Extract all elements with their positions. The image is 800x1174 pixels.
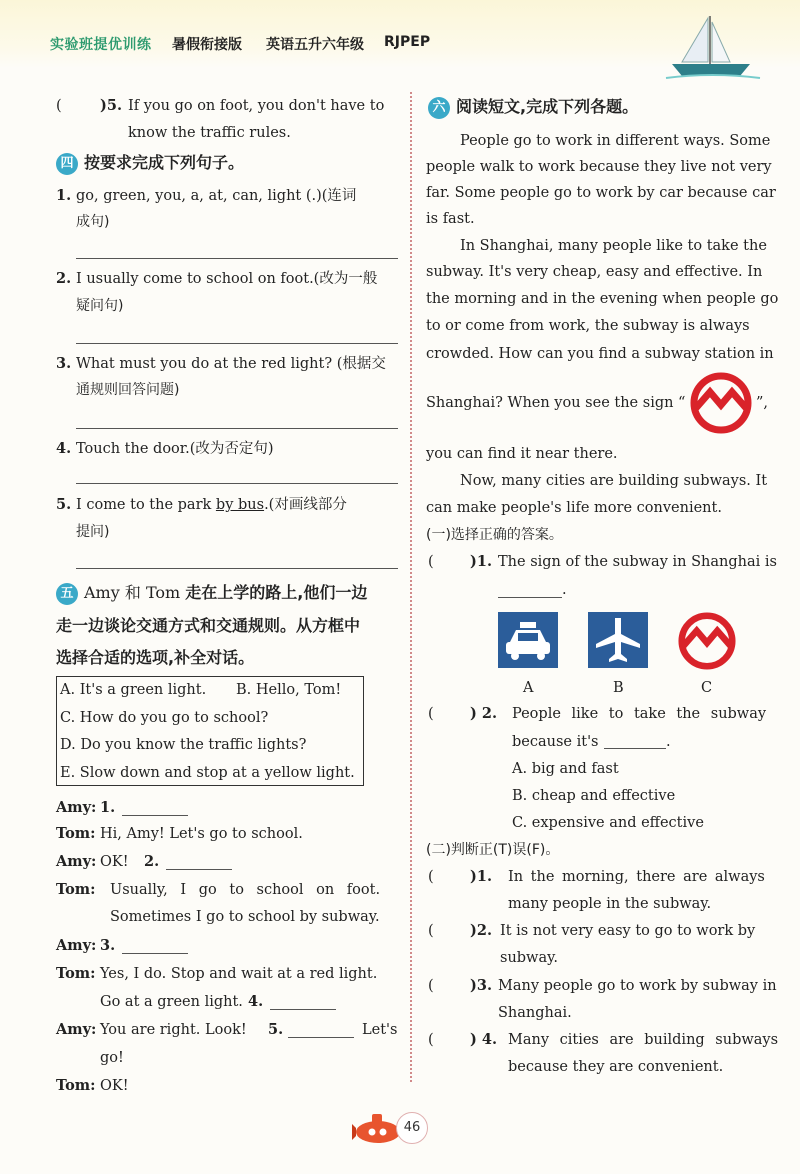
passage-line-12: Now, many cities are building subways. It bbox=[460, 473, 768, 489]
passage-line-4: is fast. bbox=[426, 211, 475, 227]
tf4-paren-open: ( bbox=[428, 1032, 434, 1048]
speaker-amy-4: Amy: bbox=[56, 1021, 97, 1038]
section-4-badge: 四 bbox=[56, 153, 78, 175]
r1-text: The sign of the subway in Shanghai is bbox=[498, 554, 777, 570]
dialogue-line-2: Hi, Amy! Let's go to school. bbox=[100, 826, 303, 842]
dialogue-line-4b: Sometimes I go to school by subway. bbox=[110, 909, 380, 925]
tf4-line2: because they are convenient. bbox=[508, 1059, 724, 1075]
s4-q3-line1: What must you do at the red light? (根据交 bbox=[76, 356, 386, 372]
section-6-title: 阅读短文,完成下列各题。 bbox=[456, 97, 639, 116]
r2-text2: because it's bbox=[512, 734, 599, 750]
s4-q5-number: 5. bbox=[56, 496, 72, 513]
speaker-tom-4: Tom: bbox=[56, 1077, 96, 1094]
r2-period: . bbox=[666, 734, 671, 750]
r2-option-b: B. cheap and effective bbox=[512, 788, 676, 804]
s4-q3-line2: 通规则回答问题) bbox=[76, 382, 180, 398]
page-number: 46 bbox=[396, 1112, 428, 1144]
edition-label: 暑假衔接版 bbox=[172, 37, 242, 53]
s4-q4-answer-line[interactable] bbox=[76, 483, 398, 484]
brand-title: 实验班提优训练 bbox=[50, 37, 152, 53]
s4-q1-number: 1. bbox=[56, 187, 72, 204]
passage-line-6: subway. It's very cheap, easy and effective. In bbox=[426, 264, 763, 280]
sailboat-icon bbox=[662, 14, 762, 80]
tf1-line1: In the morning, there are always bbox=[508, 869, 765, 885]
dialogue-blank-1[interactable] bbox=[122, 815, 188, 816]
tf3-number: )3. bbox=[470, 977, 492, 994]
tf2-line1: It is not very easy to go to work by bbox=[500, 923, 756, 939]
s4-q5-underlined: by bus bbox=[215, 497, 265, 513]
passage-line-5: In Shanghai, many people like to take the bbox=[460, 238, 767, 254]
tf2-number: )2. bbox=[470, 922, 492, 939]
dialogue-line-7c: go! bbox=[100, 1050, 124, 1066]
passage-line-8: to or come from work, the subway is always bbox=[426, 318, 750, 334]
r2-option-a: A. big and fast bbox=[512, 761, 619, 777]
r2-text: People like to take the subway bbox=[512, 706, 767, 722]
speaker-amy-1: Amy: bbox=[56, 799, 97, 816]
dialogue-blank-4-number: 4. bbox=[248, 993, 264, 1010]
section-5-line1 bbox=[84, 583, 367, 603]
tf4-line1: Many cities are building subways bbox=[508, 1032, 779, 1048]
q5-number: )5. bbox=[100, 97, 122, 114]
option-e: E. Slow down and stop at a yellow light. bbox=[60, 765, 355, 781]
part-1-title: (一)选择正确的答案。 bbox=[426, 527, 563, 543]
s4-q5-text-b: .(对画线部分 bbox=[264, 497, 347, 513]
option-b: B. Hello, Tom! bbox=[236, 682, 342, 698]
speaker-tom-1: Tom: bbox=[56, 825, 96, 842]
r2-option-c: C. expensive and effective bbox=[512, 815, 704, 831]
tf1-paren-open: ( bbox=[428, 869, 434, 885]
s4-q2-line2: 疑问句) bbox=[76, 298, 124, 314]
passage-quote-close: ”, bbox=[756, 395, 769, 411]
dialogue-line-4a: Usually, I go to school on foot. bbox=[110, 882, 381, 898]
section-5-line3: 选择合适的选项,补全对话。 bbox=[56, 648, 255, 667]
s4-q2-line1: I usually come to school on foot.(改为一般 bbox=[76, 271, 378, 287]
s4-q1-line1: go, green, you, a, at, can, light (.)(连词 bbox=[76, 188, 357, 204]
s4-q5-text-a: I come to the park bbox=[76, 497, 216, 513]
section-5-line1-a: Amy 和 Tom bbox=[84, 583, 186, 602]
passage-line-9: crowded. How can you find a subway station in bbox=[426, 346, 774, 362]
s4-q1-answer-line[interactable] bbox=[76, 258, 398, 259]
section-4-title: 按要求完成下列句子。 bbox=[84, 153, 245, 172]
r1-period: . bbox=[562, 582, 567, 598]
dialogue-blank-1-number: 1. bbox=[100, 799, 116, 816]
tf3-paren-open: ( bbox=[428, 978, 434, 994]
s4-q4-line1: Touch the door.(改为否定句) bbox=[76, 441, 274, 457]
grade-label: 英语五升六年级 bbox=[266, 37, 364, 53]
r2-answer-blank[interactable] bbox=[604, 748, 666, 749]
tf4-number: ) 4. bbox=[470, 1031, 498, 1048]
tf1-line2: many people in the subway. bbox=[508, 896, 712, 912]
passage-line-1: People go to work in different ways. Some bbox=[460, 133, 771, 149]
section-6-badge: 六 bbox=[428, 97, 450, 119]
s4-q5-line1 bbox=[76, 495, 347, 515]
s4-q2-number: 2. bbox=[56, 270, 72, 287]
r2-number: ) 2. bbox=[470, 705, 498, 722]
r2-paren-open: ( bbox=[428, 706, 434, 722]
shanghai-metro-sign-icon bbox=[690, 372, 752, 434]
speaker-tom-3: Tom: bbox=[56, 965, 96, 982]
r1-answer-blank[interactable] bbox=[498, 597, 562, 598]
r1-number: )1. bbox=[470, 553, 492, 570]
s4-q3-answer-line[interactable] bbox=[76, 428, 398, 429]
dialogue-blank-5-number: 5. bbox=[268, 1021, 284, 1038]
dialogue-line-6a: Yes, I do. Stop and wait at a red light. bbox=[100, 966, 378, 982]
passage-line-13: can make people's life more convenient. bbox=[426, 500, 722, 516]
metro-option-icon bbox=[678, 612, 736, 670]
s4-q3-number: 3. bbox=[56, 355, 72, 372]
submarine-icon bbox=[352, 1106, 402, 1148]
option-c: C. How do you go to school? bbox=[60, 710, 269, 726]
q5-line2: know the traffic rules. bbox=[128, 125, 291, 141]
choice-label-a: A bbox=[523, 680, 534, 696]
tf3-line1: Many people go to work by subway in bbox=[498, 978, 777, 994]
dialogue-blank-3[interactable] bbox=[122, 953, 188, 954]
taxi-sign-icon bbox=[498, 612, 558, 668]
s4-q4-number: 4. bbox=[56, 440, 72, 457]
section-5-line1-b: 走在上学的路上,他们一边 bbox=[185, 583, 368, 602]
dialogue-line-8: OK! bbox=[100, 1078, 129, 1094]
r1-paren-open: ( bbox=[428, 554, 434, 570]
q5-line1: If you go on foot, you don't have to bbox=[128, 98, 385, 114]
dialogue-blank-3-number: 3. bbox=[100, 937, 116, 954]
passage-line-7: the morning and in the evening when people go bbox=[426, 291, 779, 307]
passage-line-11: you can find it near there. bbox=[426, 446, 618, 462]
airplane-sign-icon bbox=[588, 612, 648, 668]
tf2-line2: subway. bbox=[500, 950, 558, 966]
passage-line-10: Shanghai? When you see the sign “ bbox=[426, 395, 686, 411]
dialogue-line-7a: You are right. Look! bbox=[100, 1022, 247, 1038]
speaker-amy-2: Amy: bbox=[56, 853, 97, 870]
s4-q1-line2: 成句) bbox=[76, 214, 110, 230]
q5-paren-open: ( bbox=[56, 98, 62, 114]
dialogue-blank-4[interactable] bbox=[270, 1009, 336, 1010]
s4-q5-line2: 提问) bbox=[76, 524, 110, 540]
part-2-title: (二)判断正(T)误(F)。 bbox=[426, 842, 560, 858]
tf1-number: )1. bbox=[470, 868, 492, 885]
passage-line-2: people walk to work because they live not very bbox=[426, 159, 772, 175]
dialogue-line-7b: Let's bbox=[362, 1022, 398, 1038]
passage-line-3: far. Some people go to work by car because car bbox=[426, 185, 776, 201]
section-5-line2: 走一边谈论交通方式和交通规则。从方框中 bbox=[56, 616, 361, 635]
choice-label-c: C bbox=[701, 680, 713, 696]
tf2-paren-open: ( bbox=[428, 923, 434, 939]
version-label: RJPEP bbox=[384, 34, 431, 50]
section-5-badge: 五 bbox=[56, 583, 78, 605]
dialogue-blank-2-number: 2. bbox=[144, 853, 160, 870]
speaker-amy-3: Amy: bbox=[56, 937, 97, 954]
choice-label-b: B bbox=[613, 680, 624, 696]
dialogue-line-3: OK! bbox=[100, 854, 129, 870]
speaker-tom-2: Tom: bbox=[56, 881, 96, 898]
tf3-line2: Shanghai. bbox=[498, 1005, 572, 1021]
s4-q5-answer-line[interactable] bbox=[76, 568, 398, 569]
option-a: A. It's a green light. bbox=[60, 682, 207, 698]
dialogue-blank-2[interactable] bbox=[166, 869, 232, 870]
dialogue-line-6b: Go at a green light. bbox=[100, 994, 243, 1010]
s4-q2-answer-line[interactable] bbox=[76, 343, 398, 344]
option-d: D. Do you know the traffic lights? bbox=[60, 737, 307, 753]
column-divider bbox=[410, 92, 412, 1082]
dialogue-blank-5[interactable] bbox=[288, 1037, 354, 1038]
